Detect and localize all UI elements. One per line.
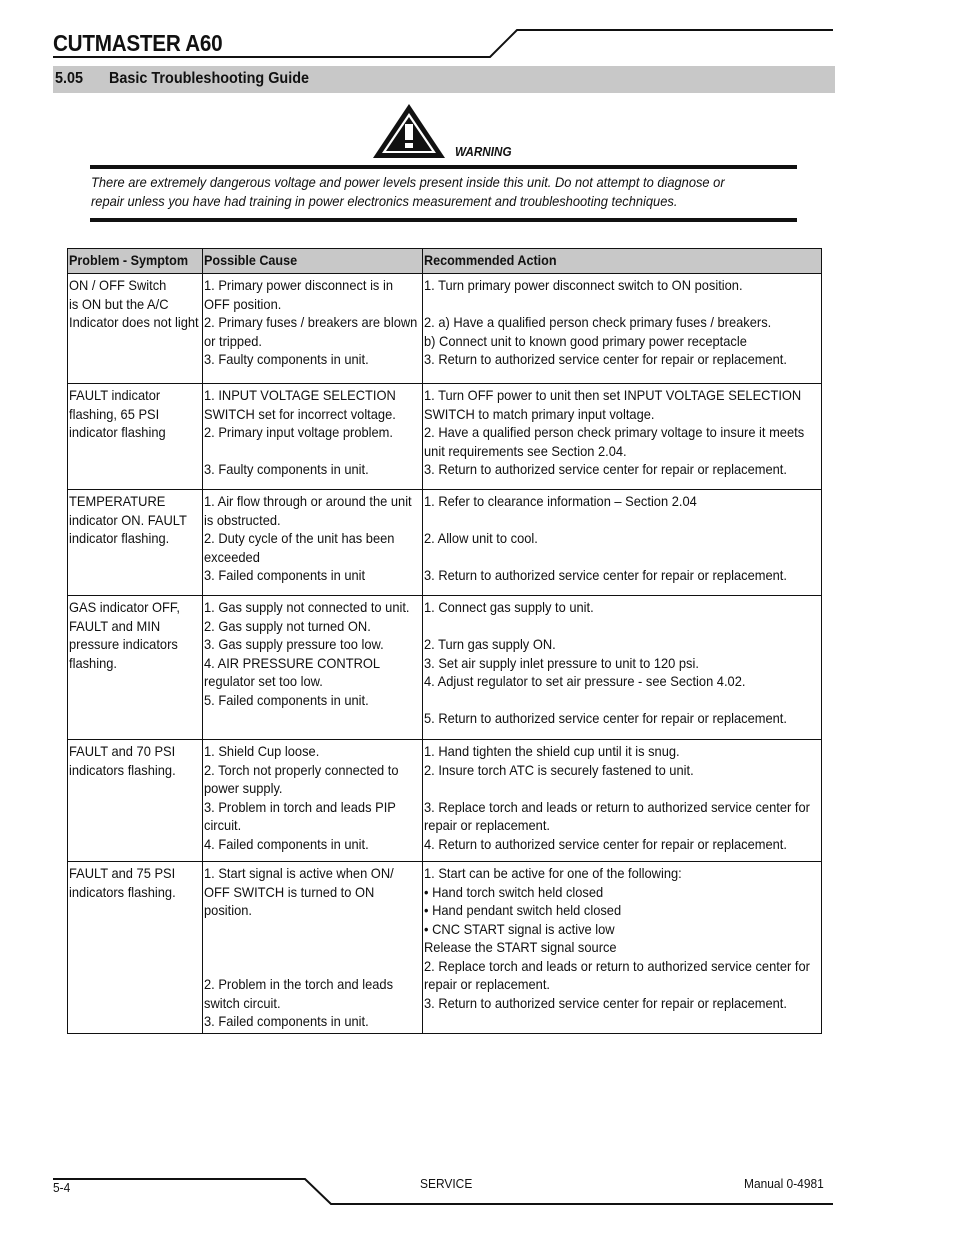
document-title: CUTMASTER A60: [53, 30, 223, 56]
symptom-cell: FAULT and 75 PSI indicators flashing.: [68, 862, 203, 1034]
symptom-cell: FAULT indicator flashing, 65 PSI indicator flashing: [68, 384, 203, 490]
section-title: Basic Troubleshooting Guide: [109, 70, 310, 87]
cause-cell: 1. Gas supply not connected to unit. 2. Gas supply not turned ON. 3. Gas supply pressure too low. 4. AIR PRESSURE CONTROL regulator set too low. 5. Failed components in unit.: [203, 596, 423, 740]
action-cell: 1. Refer to clearance information – Section 2.04 2. Allow unit to cool. 3. Return to authorized service center for repair or replacement.: [423, 490, 822, 596]
action-cell: 1. Turn primary power disconnect switch to ON position. 2. a) Have a qualified person check primary fuses / breakers. b) Connect unit to known good primary power receptacle 3. Return to authorized service center for repair or replacement.: [423, 274, 822, 384]
footer-section-name: SERVICE: [420, 1176, 473, 1191]
column-header-symptom: Problem - Symptom: [68, 249, 203, 274]
column-header-action: Recommended Action: [423, 249, 822, 274]
column-header-cause: Possible Cause: [203, 249, 423, 274]
action-cell: 1. Start can be active for one of the following: • Hand torch switch held closed • Hand pendant switch held closed • CNC START signal is active low Release the START signal source 2. Replace torch and leads or return to authorized service center for repair or replacement. 3. Return to authorized service center for repair or replacement.: [423, 862, 822, 1034]
symptom-cell: TEMPERATURE indicator ON. FAULT indicator flashing.: [68, 490, 203, 596]
cause-cell: 1. Primary power disconnect is in OFF position. 2. Primary fuses / breakers are blown or tripped. 3. Faulty components in unit.: [203, 274, 423, 384]
cause-cell: 1. Shield Cup loose. 2. Torch not properly connected to power supply. 3. Problem in torch and leads PIP circuit. 4. Failed components in unit.: [203, 740, 423, 862]
cause-cell: 1. Start signal is active when ON/ OFF SWITCH is turned to ON position. 2. Problem in the torch and leads switch circuit. 3. Failed components in unit.: [203, 862, 423, 1034]
symptom-cell: ON / OFF Switch is ON but the A/C Indicator does not light: [68, 274, 203, 384]
warning-label: WARNING: [455, 144, 512, 159]
cause-cell: 1. INPUT VOLTAGE SELECTION SWITCH set for incorrect voltage. 2. Primary input voltage problem. 3. Faulty components in unit.: [203, 384, 423, 490]
footer-page-number: 5-4: [53, 1180, 71, 1195]
warning-text: There are extremely dangerous voltage and power levels present inside this unit. Do not attempt to diagnose or repair unless you have had training in power electronics measurement and troubleshooting techniques.: [91, 174, 725, 209]
section-number: 5.05: [55, 70, 84, 87]
action-cell: 1. Connect gas supply to unit. 2. Turn gas supply ON. 3. Set air supply inlet pressure to unit to 120 psi. 4. Adjust regulator to set air pressure - see Section 4.02. 5. Return to authorized service center for repair or replacement.: [423, 596, 822, 740]
symptom-cell: FAULT and 70 PSI indicators flashing.: [68, 740, 203, 862]
footer-manual-number: Manual 0-4981: [744, 1176, 824, 1191]
action-cell: 1. Hand tighten the shield cup until it is snug. 2. Insure torch ATC is securely fastened to unit. 3. Replace torch and leads or return to authorized service center for repair or replacement. 4. Return to authorized service center for repair or replacement.: [423, 740, 822, 862]
cause-cell: 1. Air flow through or around the unit is obstructed. 2. Duty cycle of the unit has been exceeded 3. Failed components in unit: [203, 490, 423, 596]
action-cell: 1. Turn OFF power to unit then set INPUT VOLTAGE SELECTION SWITCH to match primary input voltage. 2. Have a qualified person check primary voltage to insure it meets unit requirements see Section 2.04. 3. Return to authorized service center for repair or replacement.: [423, 384, 822, 490]
symptom-cell: GAS indicator OFF, FAULT and MIN pressure indicators flashing.: [68, 596, 203, 740]
